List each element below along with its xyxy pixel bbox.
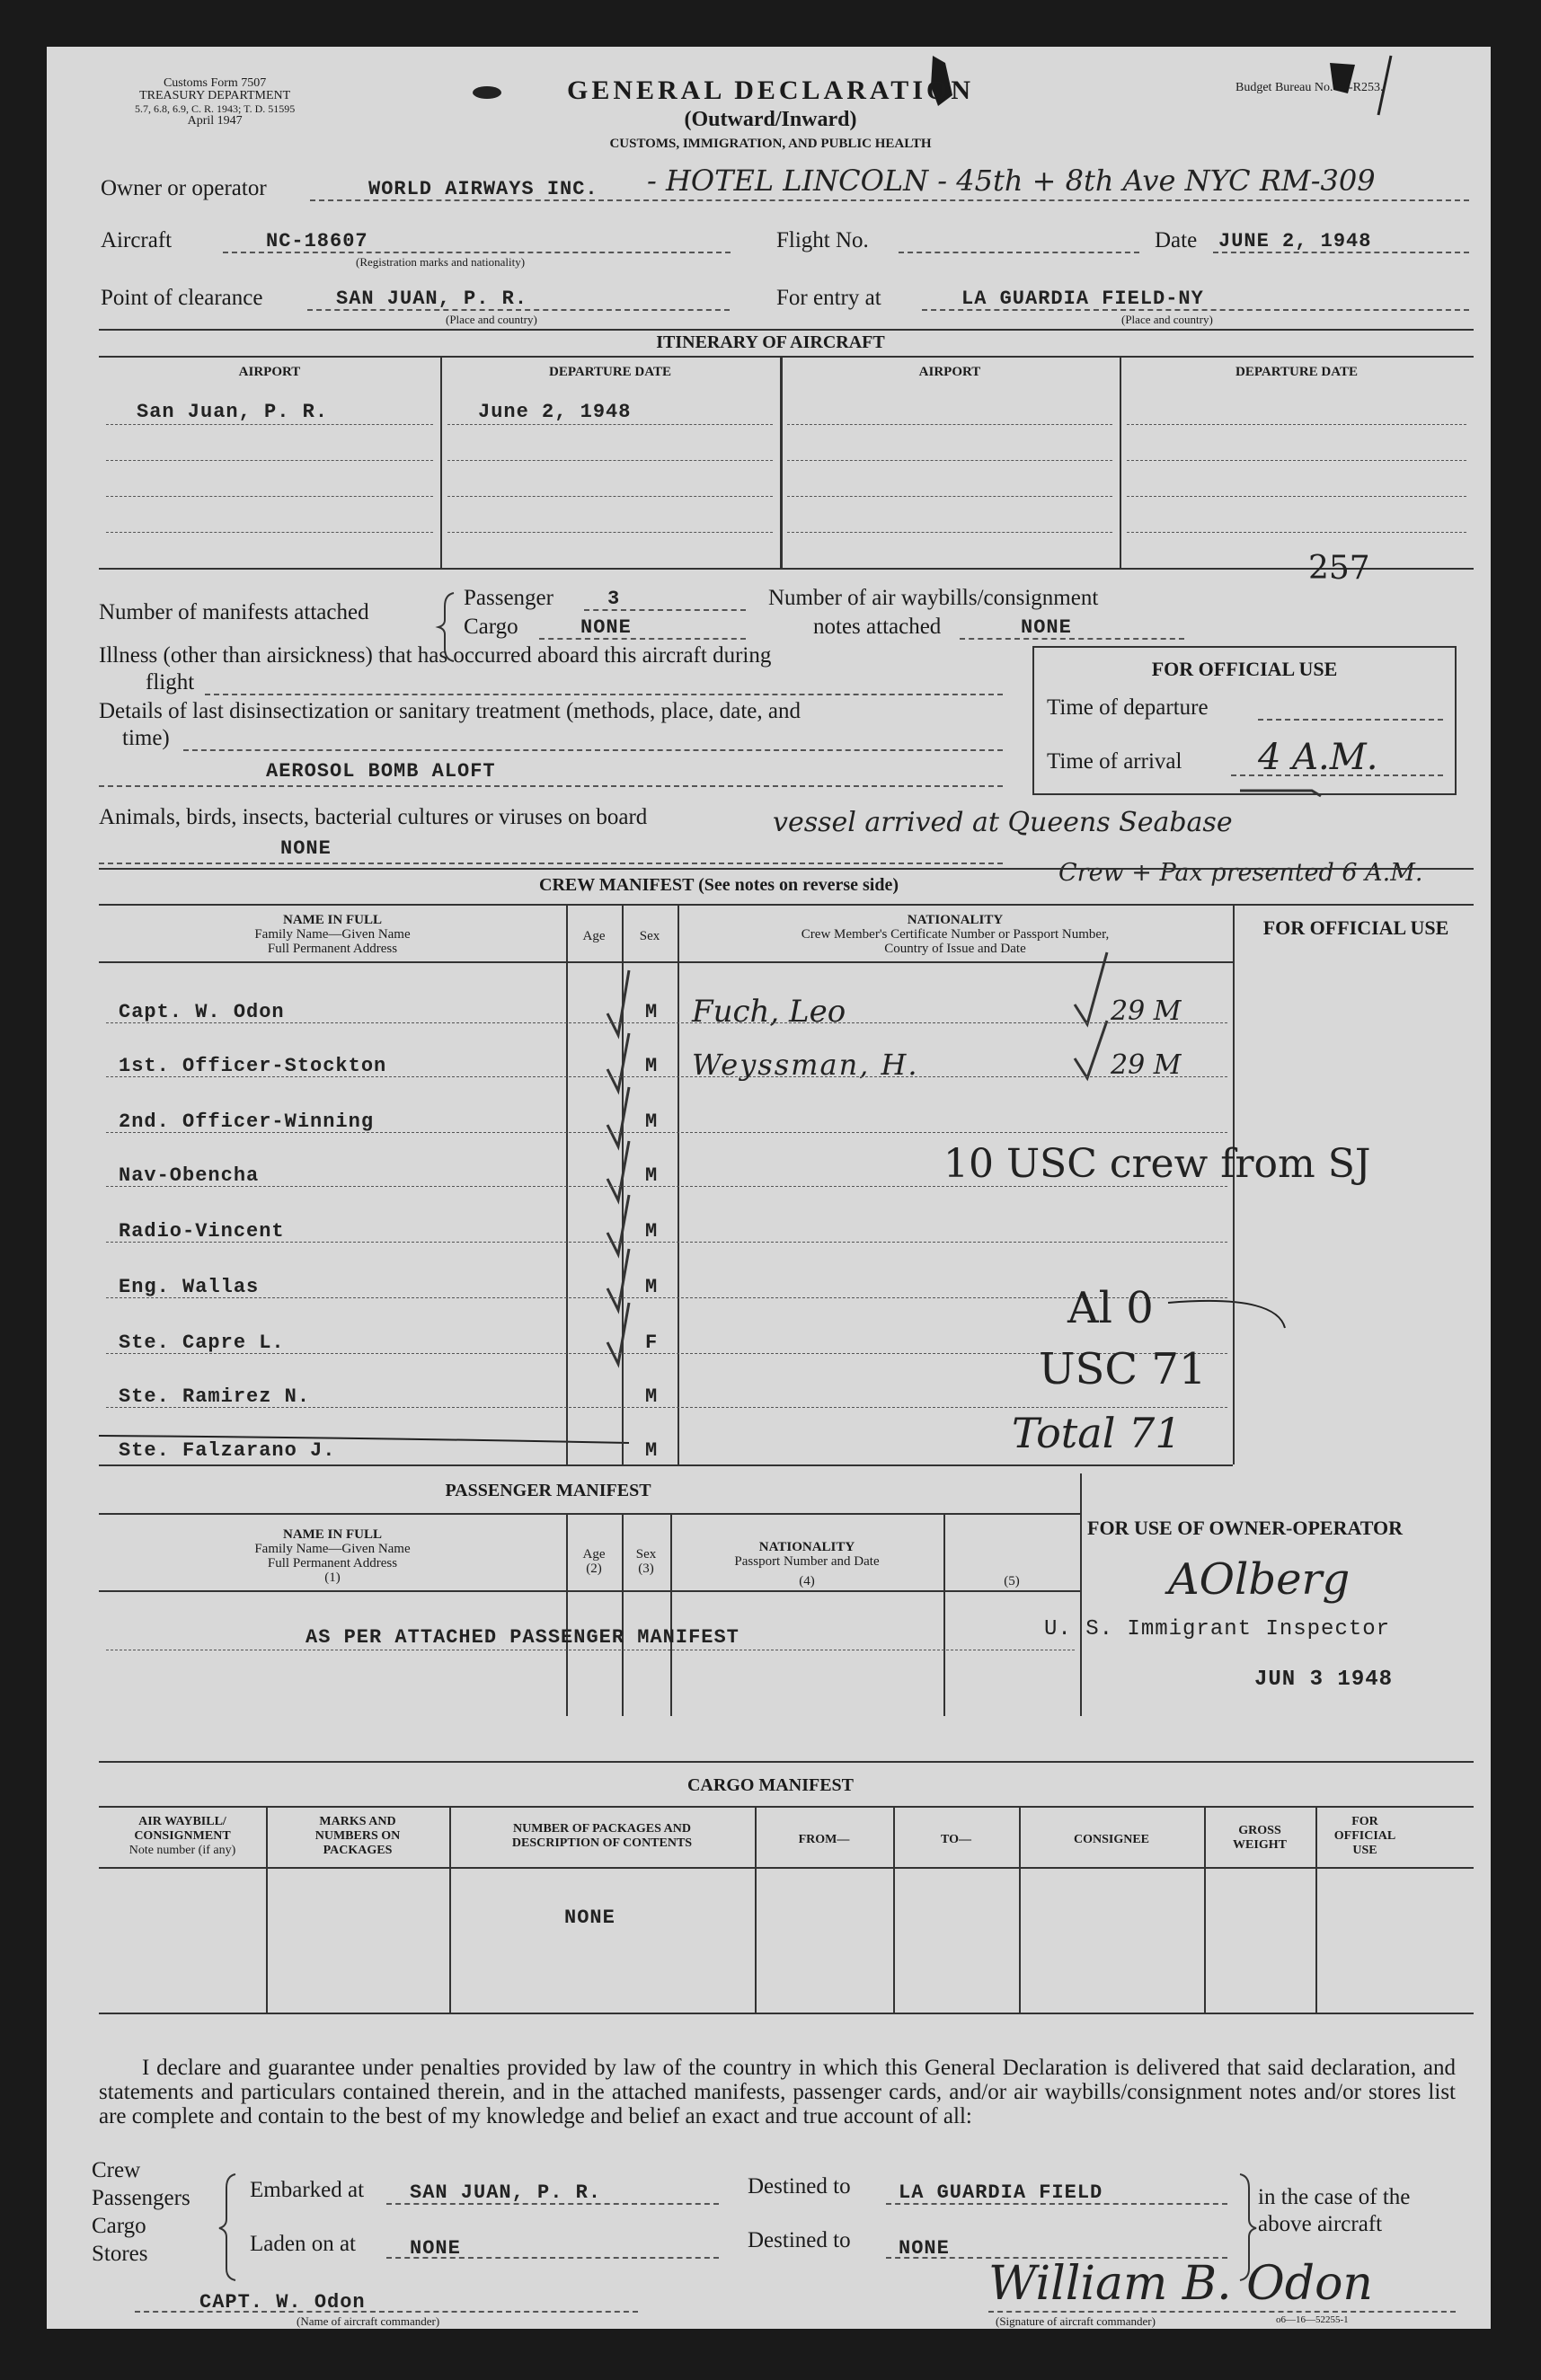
crew-sex: M [645,1220,659,1243]
laden-value: NONE [410,2237,461,2260]
page-subtitle: (Outward/Inward) [684,108,857,131]
passenger-nat-header-line: (4) [799,1574,815,1588]
crew-sex: F [645,1332,659,1354]
crew-nationality-header [678,913,1233,956]
itinerary-cell: June 2, 1948 [478,401,632,423]
owner-value: WORLD AIRWAYS INC. [368,178,598,200]
cargo-header: FROM— [798,1833,850,1846]
crew-name: 1st. Officer-Stockton [119,1055,387,1077]
passenger-col5-header: (5) [1004,1574,1020,1588]
crew-sex: M [645,1055,659,1077]
crew-name: Radio-Vincent [119,1220,285,1243]
cargo-header [449,1822,755,1851]
crew-name: Eng. Wallas [119,1276,260,1298]
crew-note: 29 M [1111,1049,1182,1081]
embarked-value: SAN JUAN, P. R. [410,2181,602,2204]
crew-age-header: Age [582,929,606,943]
crew-nat-header-line: Crew Member's Certificate Number or Passport Number, [801,927,1110,942]
itinerary-cell: San Juan, P. R. [137,401,329,423]
passenger-sex-header-line: Sex [635,1547,657,1562]
crew-name: Nav-Obencha [119,1164,260,1187]
destined2-label: Destined to [748,2228,851,2252]
handwritten-note: Total 71 [1012,1409,1182,1457]
waybills-label-2: notes attached [813,615,942,639]
itinerary-header: DEPARTURE DATE [1235,365,1358,379]
crew-name-header-line: NAME IN FULL [282,913,382,927]
crew-name: Capt. W. Odon [119,1001,285,1023]
cargo-value: NONE [564,1907,616,1929]
itinerary-header: AIRPORT [238,365,301,379]
official-use-title: FOR OFFICIAL USE [1151,658,1338,680]
manifests-label: Number of manifests attached [99,600,369,624]
inspector-label: U. S. Immigrant Inspector [1044,1617,1391,1641]
disinsect-value: AEROSOL BOMB ALOFT [266,760,496,783]
cargo-header-line: MARKS AND [319,1815,396,1828]
passenger-age-header [566,1547,622,1576]
commander-signature: William B. Odon [988,2257,1373,2311]
passenger-name-header-line: (1) [324,1570,341,1585]
passenger-name-header-line: NAME IN FULL [282,1527,382,1542]
clearance-value: SAN JUAN, P. R. [336,288,528,310]
disinsect-label-2: time) [122,726,170,750]
print-code: o6—16—52255-1 [1276,2314,1349,2325]
passenger-sex-header-line: (3) [638,1562,654,1576]
passenger-count-value: 3 [607,588,621,610]
date-label: Date [1155,228,1198,252]
passenger-age-header-line: (2) [586,1562,602,1576]
crew-manifest-title: CREW MANIFEST (See notes on reverse side) [539,875,899,895]
handwritten-note: Crew + Pax presented 6 A.M. [1058,859,1423,887]
owner-label: Owner or operator [101,176,267,200]
commander-name: CAPT. W. Odon [199,2291,366,2314]
passenger-name-header [99,1527,566,1585]
crew-note: Fuch, Leo [692,994,846,1030]
cargo-header-line: AIR WAYBILL/ [138,1815,226,1828]
clearance-caption: (Place and country) [446,313,537,326]
declaration-item: Stores [92,2242,148,2266]
aircraft-caption: (Registration marks and nationality) [356,255,526,269]
cargo-header [99,1815,266,1858]
passenger-manifest-value: AS PER ATTACHED PASSENGER MANIFEST [306,1626,740,1649]
commander-name-caption: (Name of aircraft commander) [297,2314,440,2328]
declaration-text: I declare and guarantee under penalties provided by law of the country in which this General Declaration is delivered that said declaration, and statements and particulars contained therein, and in the attached manifests, passenger cards, and/or air waybills/consignment notes and/or stores list are complete and contain to the best of my knowledge and belief an exact and true account of all: [99,2056,1456,2128]
cargo-header [1204,1824,1315,1853]
passenger-manifest-title: PASSENGER MANIFEST [445,1481,651,1500]
handwritten-note: 10 USC crew from SJ [943,1141,1371,1187]
aircraft-value: NC-18607 [266,230,368,252]
cargo-header-line: WEIGHT [1233,1838,1287,1852]
crew-sex: M [645,1001,659,1023]
form-id-line: 5.7, 6.8, 6.9, C. R. 1943; T. D. 51595 [135,102,296,115]
passenger-count-label: Passenger [464,586,554,610]
arrival-time-label: Time of arrival [1047,749,1182,774]
crew-name: Ste. Capre L. [119,1332,285,1354]
crew-official-header: FOR OFFICIAL USE [1262,916,1449,939]
handwritten-note: Al 0 [1067,1283,1154,1333]
page-title: GENERAL DECLARATION [566,75,974,105]
handwritten-number: 257 [1308,550,1370,587]
cargo-count-value: NONE [580,616,632,639]
illness-label: Illness (other than airsickness) that has occurred aboard this aircraft during [99,643,772,668]
cargo-count-label: Cargo [464,615,518,639]
handwritten-note: USC 71 [1039,1344,1207,1394]
inspector-stamp-date: JUN 3 1948 [1254,1668,1394,1692]
crew-note: Weyssman, H. [692,1048,919,1082]
cargo-header-line: USE [1352,1844,1377,1857]
cargo-header-line: GROSS [1238,1824,1281,1837]
declaration-item: Crew [92,2158,141,2182]
crew-sex: M [645,1385,659,1408]
crew-sex-header: Sex [639,929,660,943]
cargo-header-line: FOR [1351,1815,1378,1828]
owner-operator-use-label: FOR USE OF OWNER-OPERATOR [1087,1517,1404,1539]
page-subtitle-2: CUSTOMS, IMMIGRATION, AND PUBLIC HEALTH [609,137,932,151]
animals-label: Animals, birds, insects, bacterial cultures or viruses on board [99,805,648,829]
illness-label-2: flight [146,670,195,695]
crew-nat-header-line: Country of Issue and Date [884,942,1026,956]
crew-sex: M [645,1439,659,1462]
crew-name-header [99,913,566,956]
budget-bureau-number: Budget Bureau No. 48-R253. [1235,81,1384,94]
declaration-item: Cargo [92,2214,146,2238]
waybills-label: Number of air waybills/consignment [768,586,1099,610]
crew-name-header-line: Full Permanent Address [267,942,398,956]
passenger-age-header-line: Age [582,1547,606,1562]
cargo-header-line: PACKAGES [323,1844,393,1857]
crew-name-header-line: Family Name—Given Name [254,927,411,942]
cargo-header [266,1815,449,1858]
cargo-header-line: NUMBERS ON [314,1829,401,1843]
clearance-label: Point of clearance [101,286,263,310]
form-id-line: Customs Form 7507 [163,76,267,90]
arrival-time-value: 4 A.M. [1258,737,1378,778]
departure-time-label: Time of departure [1047,695,1209,720]
passenger-nat-header-line: Passport Number and Date [734,1554,880,1569]
crew-sex: M [645,1110,659,1133]
flight-no-label: Flight No. [776,228,869,252]
cargo-header: CONSIGNEE [1073,1833,1150,1846]
case-text-2: above aircraft [1258,2212,1383,2236]
passenger-nat-header-line: NATIONALITY [758,1540,855,1554]
cargo-header-line: DESCRIPTION OF CONTENTS [511,1836,693,1850]
disinsect-label: Details of last disinsectization or sanitary treatment (methods, place, date, and [99,699,801,723]
inspector-signature: AOlberg [1168,1554,1351,1605]
crew-sex: M [645,1164,659,1187]
entry-caption: (Place and country) [1121,313,1213,326]
itinerary-title: ITINERARY OF AIRCRAFT [656,332,885,352]
crew-name: Ste. Ramirez N. [119,1385,311,1408]
passenger-sex-header [622,1547,670,1576]
passenger-nationality-header [670,1540,943,1588]
destined-value: LA GUARDIA FIELD [899,2181,1103,2204]
cargo-header [1315,1815,1414,1858]
cargo-header-line: CONSIGNMENT [134,1829,231,1843]
laden-label: Laden on at [250,2232,357,2256]
handwritten-note: vessel arrived at Queens Seabase [773,807,1233,838]
form-id-line: April 1947 [187,114,243,128]
case-text: in the case of the [1258,2185,1411,2209]
cargo-header-line: OFFICIAL [1333,1829,1396,1843]
waybills-value: NONE [1021,616,1072,639]
declaration-items [92,2156,190,2268]
destined-label: Destined to [748,2174,851,2199]
destined2-value: NONE [899,2237,950,2260]
crew-sex: M [645,1276,659,1298]
embarked-label: Embarked at [250,2178,365,2202]
passenger-name-header-line: Full Permanent Address [267,1556,398,1570]
form-id-line: TREASURY DEPARTMENT [139,89,291,102]
crew-note: 29 M [1111,995,1182,1027]
passenger-name-header-line: Family Name—Given Name [254,1542,411,1556]
signature-caption: (Signature of aircraft commander) [996,2314,1156,2328]
date-value: JUNE 2, 1948 [1218,230,1372,252]
entry-value: LA GUARDIA FIELD-NY [961,288,1204,310]
entry-label: For entry at [776,286,881,310]
crew-name: 2nd. Officer-Winning [119,1110,375,1133]
crew-name: Ste. Falzarano J. [119,1439,336,1462]
cargo-header-line: NUMBER OF PACKAGES AND [513,1822,691,1836]
aircraft-label: Aircraft [101,228,173,252]
itinerary-header: AIRPORT [918,365,981,379]
declaration-item: Passengers [92,2186,190,2210]
cargo-header-line: Note number (if any) [128,1844,236,1857]
cargo-header: TO— [941,1833,971,1846]
owner-handwritten-note: - HOTEL LINCOLN - 45th + 8th Ave NYC RM-309 [647,164,1376,198]
cargo-manifest-title: CARGO MANIFEST [686,1775,854,1795]
itinerary-header: DEPARTURE DATE [548,365,671,379]
animals-value: NONE [280,837,332,860]
crew-nat-header-line: NATIONALITY [907,913,1004,927]
